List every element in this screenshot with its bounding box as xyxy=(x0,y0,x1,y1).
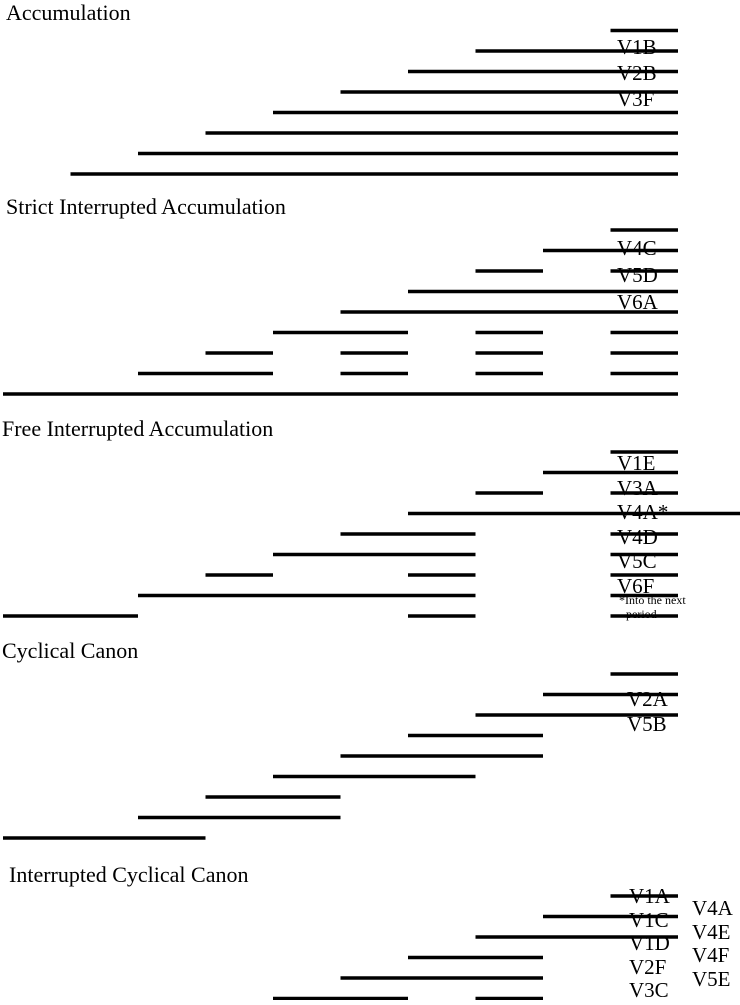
voice-label: V2A xyxy=(627,687,668,711)
section-title: Interrupted Cyclical Canon xyxy=(9,862,249,887)
voice-label: V1E xyxy=(617,451,656,475)
voice-label: V3A xyxy=(617,475,658,500)
section-bars xyxy=(3,230,678,394)
section-title: Cyclical Canon xyxy=(2,638,139,663)
voice-label: V4E xyxy=(692,919,731,944)
section-title: Free Interrupted Accumulation xyxy=(2,416,274,441)
voice-label: V1A xyxy=(629,884,670,908)
section-title: Strict Interrupted Accumulation xyxy=(6,194,286,219)
voice-label: V4A* xyxy=(617,500,669,524)
voice-label: V6A xyxy=(617,290,658,314)
section-bars xyxy=(273,896,678,1002)
voice-label: V5B xyxy=(627,712,667,736)
section-bars xyxy=(3,674,678,838)
voice-label: V5C xyxy=(617,549,657,573)
voice-label: V3C xyxy=(629,978,669,1002)
voice-label: V5D xyxy=(617,263,658,287)
footnote-text: period xyxy=(626,607,657,621)
section-bars xyxy=(71,31,679,175)
voice-label: V4C xyxy=(617,236,657,260)
voice-label: V1B xyxy=(617,35,657,59)
voice-label: V4F xyxy=(692,943,730,967)
voice-label: V1D xyxy=(629,931,670,955)
voice-label: V2F xyxy=(629,954,667,979)
footnote-text: *Into the next xyxy=(619,593,686,607)
voice-label: V4A xyxy=(692,896,733,920)
voice-label: V4D xyxy=(617,524,658,549)
voice-label: V3F xyxy=(617,87,655,111)
voice-label: V6F xyxy=(617,573,655,598)
voice-label: V1C xyxy=(629,907,669,932)
section-title: Accumulation xyxy=(6,0,131,25)
voice-label: V5E xyxy=(692,966,731,991)
voice-label: V2B xyxy=(617,61,657,85)
